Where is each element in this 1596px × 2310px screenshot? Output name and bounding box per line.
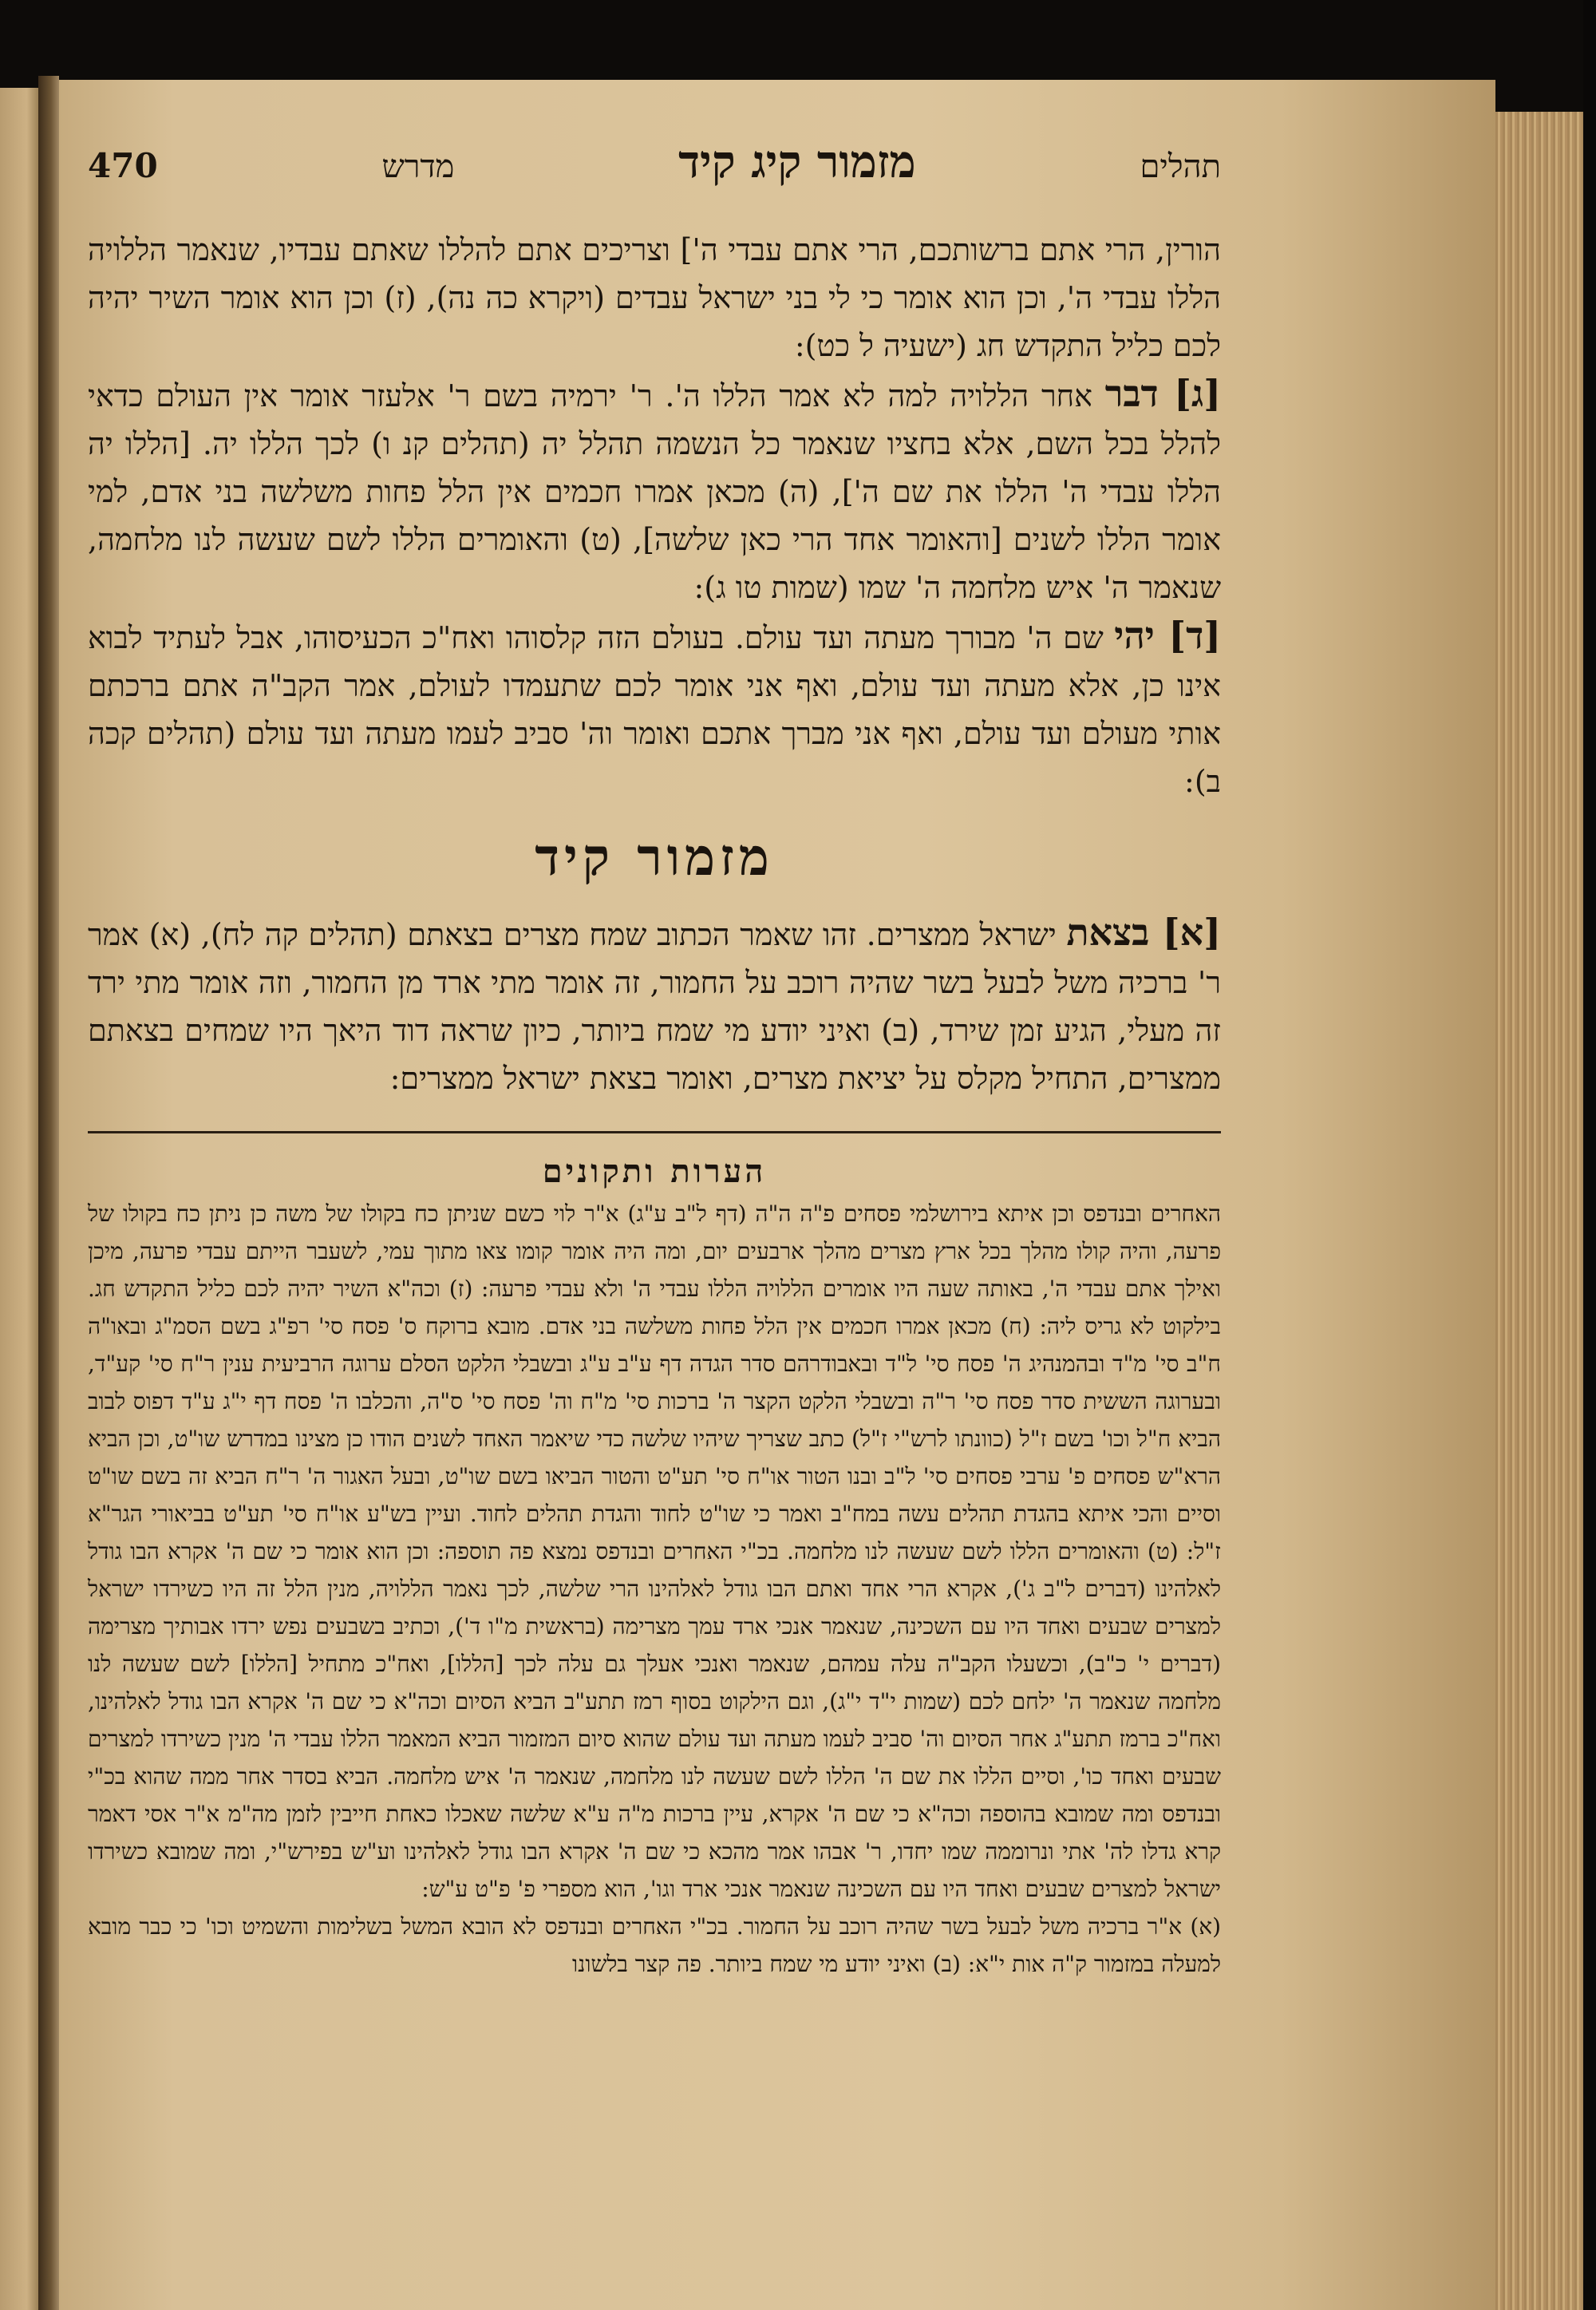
page-block-edge (1495, 112, 1583, 2310)
psalm-heading: מזמור קיד (535, 828, 774, 888)
header-title: מזמור קיג קיד (678, 136, 916, 188)
notes-section (88, 1195, 1221, 1983)
main-text (88, 223, 1221, 805)
page-content (88, 136, 1221, 1983)
background (1583, 0, 1596, 2310)
header-right-word: תהלים (1140, 148, 1221, 185)
notes-heading: הערות ותקונים (542, 1153, 767, 1190)
main-paragraph: הורין, הרי אתם ברשותכם, הרי אתם עבדי ה'] וצריכים אתם להללו שאתם עבדיו, שנאמר הללויה הללו עבדי ה', וכן הוא אומר כי לי בני ישראל עבדים (ויקרא כה נה), (ז) וכן הוא אומר השיר יהיה לכם כליל התקדש חג (ישעיה ל כט): (88, 232, 1221, 363)
psalm-text (88, 908, 1221, 1102)
main-paragraph: [ג] דבר אחר הללויה למה לא אמר הללו ה'. ר' ירמיה בשם ר' אלעזר אומר אין העולם כדאי להלל בכל השם, אלא בחציו שנאמר כל הנשמה תהלל יה (תהלים קנ ו) לכך הללו יה. [הללו יה הללו עבדי ה' הללו את שם ה'], (ה) מכאן אמרו חכמים אין הלל פחות משלשה בני אדם, למי אומר הללו לשנים [והאומר אחד הרי כאן שלשה], (ט) והאומרים הללו לשם שעשה לנו מלחמה, שנאמר ה' איש מלחמה ה' שמו (שמות טו ג): (88, 372, 1221, 605)
page-number: 470 (88, 146, 158, 185)
header-left-word: מדרש (381, 148, 455, 185)
divider-line (88, 1131, 1221, 1133)
note-paragraph: האחרים ובנדפס וכן איתא בירושלמי פסחים פ"ה ה"ה (דף ל"ב ע"ג) א"ר לוי כשם שניתן כח בקולו של משה כן ניתן כח בקולו של פרעה, והיה קולו מהלך בכל ארץ מצרים מהלך ארבעים יום, ומה היה אומר קומו צאו מתוך עמי, לשעבר הייתם עבדי פרעה, מיכן ואילך אתם עבדי ה', באותה שעה היו אומרים הללויה הללו עבדי ה' ולא עבדי פרעה: (ז) וכה"א השיר יהיה לכם כליל התקדש חג. בילקוט לא גריס ליה: (ח) מכאן אמרו חכמים אין הלל פחות משלשה בני אדם. מובא ברוקח ס' פסח סי' רפ"ג בשם הסמ"ג ובאו"ה ח"ב סי' מ"ד ובהמנהיג ה' פסח סי' ל"ד ובאבודרהם סדר הגדה דף ע"ב ע"ג ובשבלי הלקט הסלם ערוגה הרביעית ענין ר"ח סי' קע"ד, ובערוגה הששית סדר פסח סי' ר"ה ובשבלי הלקט הקצר ה' ברכות סי' מ"ח וה' פסח סי' ס"ה, והכלבו ה' פסח דף י"ג ע"ד דפוס לבוב הביא ח"ל וכו' בשם ז"ל (כוונתו לרש"י ז"ל) כתב שצריך שיהיו שלשה כדי שיאמר האחד לשנים הודו כן מצינו במדרש שו"ט, וכן הביא הרא"ש פסחים פ' ערבי פסחים סי' ל"ב ובנו הטור או"ח סי' תע"ט והטור הביאו בשם שו"ט, ובעל האגור ה' ר"ח הביא זה בשם שו"ט וסיים והכי איתא בהגדת תהלים עשה במח"ב ואמר כי שו"ט לחוד והגדת תהלים לחוד. ועיין בש"ע או"ח סי' תע"ט בביאורי הגר"א ז"ל: (ט) והאומרים הללו לשם שעשה לנו מלחמה. בכ"י האחרים ובנדפס נמצא פה תוספה: וכן הוא אומר כי שם ה' אקרא הבו גודל לאלהינו (דברים ל"ב ג'), אקרא הרי אחד ואתם הבו גודל לאלהינו הרי שלשה, לכך נאמר הללויה, מנין הלל זה היו כשירדו ישראל למצרים שבעים ואחד היו עם השכינה, שנאמר אנכי ארד עמך מצרימה (בראשית מ"ו ד'), וכתיב בשבעים נפש ירדו אבותיך מצרימה (דברים י' כ"ב), וכשעלו הקב"ה עלה עמהם, שנאמר ואנכי אעלך גם עלה לכך [הללו], ואח"כ מתחיל [הללו] לשם שעשה לנו מלחמה שנאמר ה' ילחם לכם (שמות י"ד י"ג), וגם הילקוט בסוף רמז תתע"ב הביא הסיום וכה"א כי שם ה' אקרא הבו גודל לאלהינו, ואח"כ ברמז תתע"ג אחר הסיום וה' סביב לעמו מעתה ועד עולם שהוא סיום המזמור הביא המאמר הללו עבדי ה' מנין כשירדו למצרים שבעים ואחד כו', וסיים הללו את שם ה' הללו לשם שעשה לנו מלחמה, שנאמר ה' איש מלחמה. הביא בסדר אחר ממה שהוא בכ"י ובנדפס ומה שמובא בהוספה וכה"א כי שם ה' אקרא, עיין ברכות מ"ה ע"א שלשה שאכלו כאחת חייבין לזמן מה"מ א"ר אסי דאמר קרא גדלו לה' אתי ונרוממה שמו יחדו, ר' אבהו אמר מהכא כי שם ה' אקרא הבו גודל לאלהינו וע"ש בפירש"י, ומה שמובא כשירדו ישראל למצרים שבעים ואחד היו עם השכינה שנאמר אנכי ארד וגו', הוא מספרי פ' פ"ט ע"ש: (88, 1200, 1221, 1902)
running-header (88, 136, 1221, 223)
main-paragraph: [ד] יהי שם ה' מבורך מעתה ועד עולם. בעולם הזה קלסוהו ואח"כ הכעיסוהו, אבל לעתיד לבוא אינו כן, אלא מעתה ועד עולם, ואף אני אומר לכם שתעמדו לעולם, אמר הקב"ה אתם ברכתם אותי מעולם ועד עולם, ואף אני מברך אתכם ואומר וה' סביב לעמו מעתה ועד עולם (תהלים קכה ב): (88, 614, 1221, 799)
main-paragraph: [א] בצאת ישראל ממצרים. זהו שאמר הכתוב שמח מצרים בצאתם (תהלים קה לח), (א) אמר ר' ברכיה משל לבעל בשר שהיה רוכב על החמור, זה אומר מתי ארד מן החמור, וזה אומר מתי ירד זה מעלי, הגיע זמן שירד, (ב) ואיני יודע מי שמח ביותר, כיון שראה דוד היאך היו שמחים בצאתם ממצרים, התחיל מקלס על יציאת מצרים, ואומר בצאת ישראל ממצרים: (88, 911, 1221, 1096)
note-paragraph: (א) א"ר ברכיה משל לבעל בשר שהיה רוכב על החמור. בכ"י האחרים ובנדפס לא הובא המשל בשלימות והשמיט וכו' כי כבר מובא למעלה במזמור ק"ה אות י"א: (ב) ואיני יודע מי שמח ביותר. פה קצר בלשונו (88, 1913, 1221, 1977)
book-spine (38, 76, 59, 2310)
facing-page-edge (0, 88, 38, 2310)
